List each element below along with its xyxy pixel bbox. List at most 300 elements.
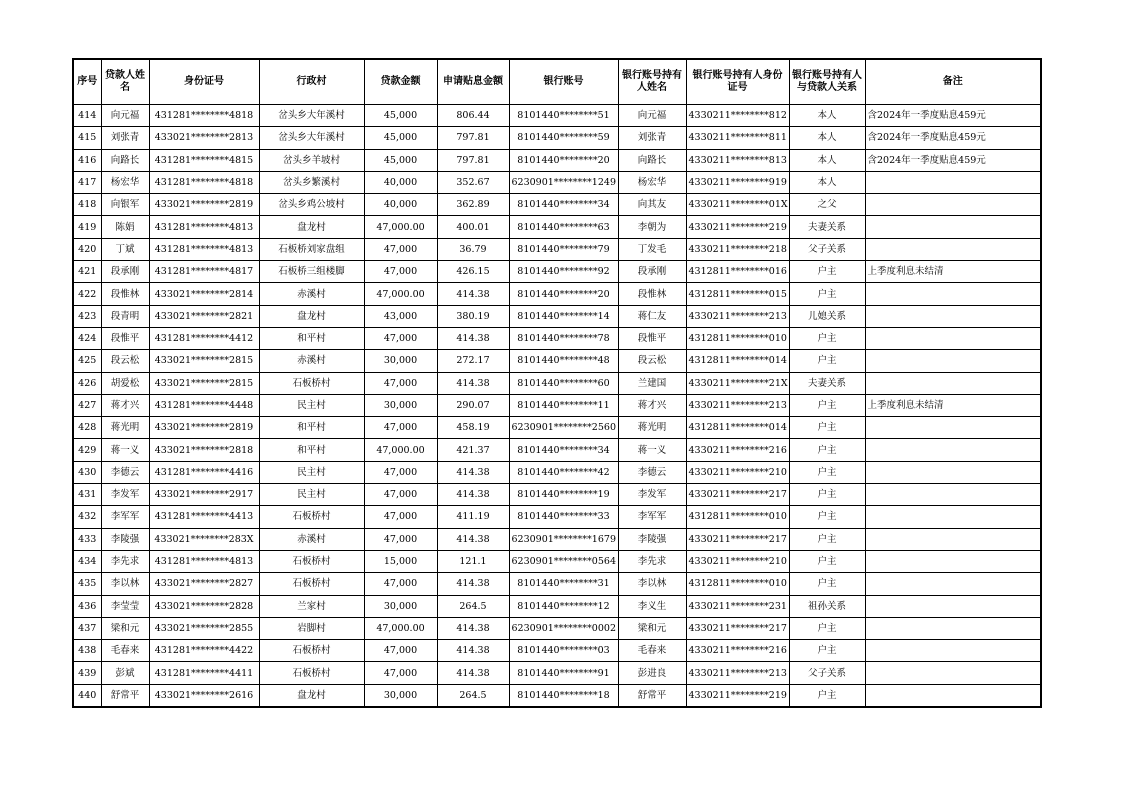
cell-holder-name: 蒋仁友 xyxy=(618,305,686,327)
cell-relation: 本人 xyxy=(789,105,865,127)
cell-holder-name: 刘张青 xyxy=(618,127,686,149)
cell-village: 盘龙村 xyxy=(259,305,364,327)
cell-index: 433 xyxy=(73,528,101,550)
cell-relation: 户主 xyxy=(789,439,865,461)
cell-village: 石板桥三组楼脚 xyxy=(259,261,364,283)
cell-holder-id: 4330211********219 xyxy=(686,684,789,707)
cell-loan-amount: 47,000.00 xyxy=(364,283,437,305)
header-cell-remarks: 备注 xyxy=(865,59,1041,105)
cell-holder-name: 向其友 xyxy=(618,194,686,216)
cell-holder-id: 4312811********016 xyxy=(686,261,789,283)
cell-index: 414 xyxy=(73,105,101,127)
table-row xyxy=(73,350,1041,372)
cell-subsidy-amount: 797.81 xyxy=(437,127,509,149)
cell-village: 岩脚村 xyxy=(259,617,364,639)
cell-id-number: 433021********2917 xyxy=(149,484,259,506)
cell-holder-id: 4312811********014 xyxy=(686,350,789,372)
cell-index: 426 xyxy=(73,372,101,394)
cell-loan-amount: 30,000 xyxy=(364,684,437,707)
cell-id-number: 431281********4815 xyxy=(149,149,259,171)
header-cell-subsidy-amount: 申请贴息金额 xyxy=(437,59,509,105)
cell-holder-name: 彭进良 xyxy=(618,662,686,684)
table-row xyxy=(73,216,1041,238)
cell-remarks: 上季度利息未结清 xyxy=(865,261,1041,283)
cell-id-number: 431281********4813 xyxy=(149,238,259,260)
cell-borrower: 毛春来 xyxy=(101,640,149,662)
cell-village: 岔头乡繁溪村 xyxy=(259,171,364,193)
table-row xyxy=(73,484,1041,506)
cell-bank-account: 8101440********11 xyxy=(509,394,618,416)
cell-holder-id: 4330211********213 xyxy=(686,305,789,327)
cell-loan-amount: 30,000 xyxy=(364,595,437,617)
header-cell-bank-account: 银行账号 xyxy=(509,59,618,105)
cell-subsidy-amount: 806.44 xyxy=(437,105,509,127)
cell-relation: 本人 xyxy=(789,171,865,193)
cell-index: 438 xyxy=(73,640,101,662)
cell-village: 民主村 xyxy=(259,484,364,506)
cell-holder-name: 李以林 xyxy=(618,573,686,595)
table-row xyxy=(73,327,1041,349)
cell-index: 424 xyxy=(73,327,101,349)
cell-holder-id: 4330211********219 xyxy=(686,216,789,238)
cell-holder-name: 毛春来 xyxy=(618,640,686,662)
cell-id-number: 433021********2819 xyxy=(149,417,259,439)
cell-bank-account: 8101440********33 xyxy=(509,506,618,528)
cell-remarks xyxy=(865,350,1041,372)
cell-holder-id: 4330211********813 xyxy=(686,149,789,171)
cell-village: 盘龙村 xyxy=(259,216,364,238)
cell-loan-amount: 47,000 xyxy=(364,528,437,550)
cell-remarks xyxy=(865,617,1041,639)
cell-loan-amount: 40,000 xyxy=(364,171,437,193)
table-row xyxy=(73,149,1041,171)
cell-id-number: 431281********4817 xyxy=(149,261,259,283)
cell-village: 岔头乡大年溪村 xyxy=(259,127,364,149)
cell-borrower: 丁斌 xyxy=(101,238,149,260)
cell-relation: 本人 xyxy=(789,127,865,149)
cell-holder-name: 李义生 xyxy=(618,595,686,617)
table-row xyxy=(73,550,1041,572)
cell-loan-amount: 47,000 xyxy=(364,261,437,283)
cell-borrower: 蒋才兴 xyxy=(101,394,149,416)
cell-remarks: 含2024年一季度贴息459元 xyxy=(865,149,1041,171)
table-row xyxy=(73,417,1041,439)
cell-id-number: 431281********4818 xyxy=(149,105,259,127)
cell-bank-account: 8101440********14 xyxy=(509,305,618,327)
cell-holder-name: 李先求 xyxy=(618,550,686,572)
cell-village: 民主村 xyxy=(259,394,364,416)
table-row xyxy=(73,617,1041,639)
cell-relation: 父子关系 xyxy=(789,238,865,260)
cell-id-number: 431281********4422 xyxy=(149,640,259,662)
cell-holder-id: 4330211********21X xyxy=(686,372,789,394)
loan-subsidy-table xyxy=(72,58,1042,708)
cell-remarks xyxy=(865,684,1041,707)
cell-borrower: 李以林 xyxy=(101,573,149,595)
cell-subsidy-amount: 797.81 xyxy=(437,149,509,171)
cell-remarks xyxy=(865,461,1041,483)
cell-village: 岔头乡鸡公坡村 xyxy=(259,194,364,216)
cell-holder-name: 段惟林 xyxy=(618,283,686,305)
cell-village: 民主村 xyxy=(259,461,364,483)
cell-holder-id: 4330211********213 xyxy=(686,662,789,684)
cell-bank-account: 8101440********20 xyxy=(509,149,618,171)
cell-relation: 儿媳关系 xyxy=(789,305,865,327)
table-row xyxy=(73,595,1041,617)
cell-relation: 户主 xyxy=(789,327,865,349)
cell-subsidy-amount: 414.38 xyxy=(437,617,509,639)
cell-holder-id: 4312811********015 xyxy=(686,283,789,305)
cell-remarks xyxy=(865,550,1041,572)
cell-loan-amount: 47,000 xyxy=(364,238,437,260)
cell-bank-account: 8101440********31 xyxy=(509,573,618,595)
cell-loan-amount: 30,000 xyxy=(364,350,437,372)
header-cell-borrower: 贷款人姓名 xyxy=(101,59,149,105)
cell-subsidy-amount: 362.89 xyxy=(437,194,509,216)
table-row xyxy=(73,662,1041,684)
cell-holder-id: 4330211********216 xyxy=(686,640,789,662)
cell-borrower: 李军军 xyxy=(101,506,149,528)
cell-village: 石板桥村 xyxy=(259,550,364,572)
cell-holder-name: 蒋才兴 xyxy=(618,394,686,416)
cell-holder-name: 李陵强 xyxy=(618,528,686,550)
cell-index: 436 xyxy=(73,595,101,617)
cell-village: 和平村 xyxy=(259,417,364,439)
cell-index: 417 xyxy=(73,171,101,193)
cell-id-number: 431281********4416 xyxy=(149,461,259,483)
cell-relation: 夫妻关系 xyxy=(789,372,865,394)
cell-loan-amount: 47,000 xyxy=(364,573,437,595)
cell-subsidy-amount: 414.38 xyxy=(437,662,509,684)
cell-holder-name: 向元福 xyxy=(618,105,686,127)
cell-id-number: 431281********4412 xyxy=(149,327,259,349)
cell-holder-name: 兰建国 xyxy=(618,372,686,394)
cell-subsidy-amount: 121.1 xyxy=(437,550,509,572)
cell-remarks xyxy=(865,372,1041,394)
cell-loan-amount: 45,000 xyxy=(364,127,437,149)
cell-loan-amount: 47,000.00 xyxy=(364,439,437,461)
cell-holder-id: 4330211********217 xyxy=(686,528,789,550)
cell-holder-name: 杨宏华 xyxy=(618,171,686,193)
cell-village: 兰家村 xyxy=(259,595,364,617)
cell-loan-amount: 47,000.00 xyxy=(364,216,437,238)
cell-village: 岔头乡羊坡村 xyxy=(259,149,364,171)
cell-index: 422 xyxy=(73,283,101,305)
cell-village: 赤溪村 xyxy=(259,528,364,550)
cell-village: 石板桥刘家盘组 xyxy=(259,238,364,260)
table-row xyxy=(73,573,1041,595)
header-cell-relation: 银行账号持有人与贷款人关系 xyxy=(789,59,865,105)
cell-index: 429 xyxy=(73,439,101,461)
cell-holder-name: 段惟平 xyxy=(618,327,686,349)
cell-relation: 户主 xyxy=(789,461,865,483)
cell-relation: 户主 xyxy=(789,484,865,506)
cell-holder-id: 4330211********218 xyxy=(686,238,789,260)
cell-loan-amount: 47,000 xyxy=(364,662,437,684)
table-row xyxy=(73,194,1041,216)
cell-subsidy-amount: 400.01 xyxy=(437,216,509,238)
cell-subsidy-amount: 264.5 xyxy=(437,595,509,617)
cell-index: 428 xyxy=(73,417,101,439)
cell-id-number: 433021********2814 xyxy=(149,283,259,305)
header-row xyxy=(73,59,1041,105)
header-cell-holder-name: 银行账号持有人姓名 xyxy=(618,59,686,105)
cell-holder-id: 4330211********210 xyxy=(686,550,789,572)
cell-bank-account: 8101440********51 xyxy=(509,105,618,127)
table-row xyxy=(73,528,1041,550)
cell-bank-account: 8101440********20 xyxy=(509,283,618,305)
table-row xyxy=(73,372,1041,394)
cell-bank-account: 8101440********42 xyxy=(509,461,618,483)
cell-id-number: 431281********4818 xyxy=(149,171,259,193)
header-cell-holder-id: 银行账号持有人身份证号 xyxy=(686,59,789,105)
cell-index: 434 xyxy=(73,550,101,572)
cell-index: 421 xyxy=(73,261,101,283)
cell-remarks xyxy=(865,305,1041,327)
cell-loan-amount: 15,000 xyxy=(364,550,437,572)
cell-id-number: 433021********2855 xyxy=(149,617,259,639)
cell-loan-amount: 47,000 xyxy=(364,417,437,439)
cell-holder-id: 4312811********010 xyxy=(686,327,789,349)
cell-remarks xyxy=(865,528,1041,550)
cell-bank-account: 8101440********12 xyxy=(509,595,618,617)
cell-remarks xyxy=(865,506,1041,528)
cell-holder-name: 李军军 xyxy=(618,506,686,528)
cell-index: 415 xyxy=(73,127,101,149)
table-row xyxy=(73,439,1041,461)
cell-id-number: 431281********4813 xyxy=(149,550,259,572)
cell-relation: 夫妻关系 xyxy=(789,216,865,238)
cell-borrower: 舒常平 xyxy=(101,684,149,707)
table-row xyxy=(73,506,1041,528)
cell-holder-id: 4330211********231 xyxy=(686,595,789,617)
cell-borrower: 向元福 xyxy=(101,105,149,127)
header-cell-id-number: 身份证号 xyxy=(149,59,259,105)
cell-holder-id: 4330211********210 xyxy=(686,461,789,483)
cell-id-number: 433021********2818 xyxy=(149,439,259,461)
cell-loan-amount: 43,000 xyxy=(364,305,437,327)
cell-relation: 户主 xyxy=(789,261,865,283)
cell-relation: 父子关系 xyxy=(789,662,865,684)
cell-bank-account: 8101440********79 xyxy=(509,238,618,260)
cell-index: 439 xyxy=(73,662,101,684)
cell-holder-name: 蒋一义 xyxy=(618,439,686,461)
cell-id-number: 433021********2827 xyxy=(149,573,259,595)
cell-relation: 户主 xyxy=(789,684,865,707)
cell-relation: 户主 xyxy=(789,506,865,528)
cell-borrower: 彭斌 xyxy=(101,662,149,684)
cell-village: 岔头乡大年溪村 xyxy=(259,105,364,127)
cell-borrower: 段惟平 xyxy=(101,327,149,349)
cell-remarks xyxy=(865,283,1041,305)
cell-relation: 户主 xyxy=(789,350,865,372)
cell-holder-id: 4330211********216 xyxy=(686,439,789,461)
cell-subsidy-amount: 352.67 xyxy=(437,171,509,193)
cell-holder-name: 李德云 xyxy=(618,461,686,483)
cell-borrower: 杨宏华 xyxy=(101,171,149,193)
cell-holder-id: 4312811********010 xyxy=(686,573,789,595)
cell-bank-account: 6230901********1679 xyxy=(509,528,618,550)
cell-index: 425 xyxy=(73,350,101,372)
cell-subsidy-amount: 414.38 xyxy=(437,283,509,305)
cell-holder-name: 段承刚 xyxy=(618,261,686,283)
cell-loan-amount: 45,000 xyxy=(364,149,437,171)
cell-holder-id: 4330211********812 xyxy=(686,105,789,127)
table-row xyxy=(73,261,1041,283)
cell-id-number: 433021********2819 xyxy=(149,194,259,216)
cell-bank-account: 8101440********63 xyxy=(509,216,618,238)
cell-bank-account: 8101440********48 xyxy=(509,350,618,372)
cell-subsidy-amount: 272.17 xyxy=(437,350,509,372)
cell-remarks xyxy=(865,216,1041,238)
cell-id-number: 431281********4411 xyxy=(149,662,259,684)
cell-bank-account: 8101440********60 xyxy=(509,372,618,394)
cell-holder-name: 向路长 xyxy=(618,149,686,171)
table-row xyxy=(73,684,1041,707)
cell-index: 419 xyxy=(73,216,101,238)
cell-index: 430 xyxy=(73,461,101,483)
cell-id-number: 431281********4448 xyxy=(149,394,259,416)
cell-subsidy-amount: 36.79 xyxy=(437,238,509,260)
cell-subsidy-amount: 414.38 xyxy=(437,372,509,394)
cell-remarks xyxy=(865,194,1041,216)
cell-loan-amount: 40,000 xyxy=(364,194,437,216)
cell-holder-id: 4330211********217 xyxy=(686,484,789,506)
cell-index: 431 xyxy=(73,484,101,506)
cell-village: 石板桥村 xyxy=(259,573,364,595)
cell-id-number: 433021********2821 xyxy=(149,305,259,327)
cell-holder-name: 舒常平 xyxy=(618,684,686,707)
cell-borrower: 李先求 xyxy=(101,550,149,572)
cell-borrower: 梁和元 xyxy=(101,617,149,639)
cell-relation: 本人 xyxy=(789,149,865,171)
table-row xyxy=(73,305,1041,327)
cell-bank-account: 6230901********0564 xyxy=(509,550,618,572)
cell-loan-amount: 45,000 xyxy=(364,105,437,127)
cell-bank-account: 8101440********34 xyxy=(509,439,618,461)
cell-remarks: 上季度利息未结清 xyxy=(865,394,1041,416)
cell-relation: 户主 xyxy=(789,283,865,305)
cell-holder-name: 蒋光明 xyxy=(618,417,686,439)
cell-village: 石板桥村 xyxy=(259,640,364,662)
cell-subsidy-amount: 414.38 xyxy=(437,461,509,483)
cell-index: 427 xyxy=(73,394,101,416)
cell-loan-amount: 47,000 xyxy=(364,506,437,528)
cell-subsidy-amount: 414.38 xyxy=(437,327,509,349)
cell-borrower: 蒋光明 xyxy=(101,417,149,439)
cell-relation: 之父 xyxy=(789,194,865,216)
cell-holder-id: 4330211********213 xyxy=(686,394,789,416)
cell-id-number: 431281********4413 xyxy=(149,506,259,528)
cell-bank-account: 8101440********18 xyxy=(509,684,618,707)
cell-loan-amount: 30,000 xyxy=(364,394,437,416)
cell-index: 440 xyxy=(73,684,101,707)
table-row xyxy=(73,105,1041,127)
cell-index: 420 xyxy=(73,238,101,260)
cell-holder-name: 李发军 xyxy=(618,484,686,506)
cell-holder-name: 梁和元 xyxy=(618,617,686,639)
cell-subsidy-amount: 414.38 xyxy=(437,573,509,595)
cell-subsidy-amount: 264.5 xyxy=(437,684,509,707)
cell-bank-account: 8101440********59 xyxy=(509,127,618,149)
cell-village: 盘龙村 xyxy=(259,684,364,707)
cell-holder-id: 4312811********014 xyxy=(686,417,789,439)
cell-loan-amount: 47,000 xyxy=(364,327,437,349)
cell-borrower: 段青明 xyxy=(101,305,149,327)
cell-borrower: 李德云 xyxy=(101,461,149,483)
cell-holder-id: 4312811********010 xyxy=(686,506,789,528)
cell-village: 石板桥村 xyxy=(259,662,364,684)
cell-bank-account: 8101440********91 xyxy=(509,662,618,684)
cell-borrower: 李发军 xyxy=(101,484,149,506)
cell-borrower: 刘张青 xyxy=(101,127,149,149)
cell-remarks: 含2024年一季度贴息459元 xyxy=(865,127,1041,149)
cell-index: 435 xyxy=(73,573,101,595)
cell-bank-account: 8101440********92 xyxy=(509,261,618,283)
cell-bank-account: 6230901********2560 xyxy=(509,417,618,439)
cell-holder-id: 4330211********01X xyxy=(686,194,789,216)
cell-index: 423 xyxy=(73,305,101,327)
cell-holder-name: 丁发毛 xyxy=(618,238,686,260)
cell-remarks xyxy=(865,662,1041,684)
cell-index: 437 xyxy=(73,617,101,639)
cell-loan-amount: 47,000.00 xyxy=(364,617,437,639)
header-cell-loan-amount: 贷款金额 xyxy=(364,59,437,105)
cell-relation: 户主 xyxy=(789,573,865,595)
cell-subsidy-amount: 414.38 xyxy=(437,484,509,506)
cell-village: 石板桥村 xyxy=(259,372,364,394)
cell-remarks xyxy=(865,595,1041,617)
cell-bank-account: 8101440********34 xyxy=(509,194,618,216)
cell-subsidy-amount: 458.19 xyxy=(437,417,509,439)
table-row xyxy=(73,394,1041,416)
cell-village: 和平村 xyxy=(259,439,364,461)
table-row xyxy=(73,238,1041,260)
cell-holder-id: 4330211********919 xyxy=(686,171,789,193)
cell-id-number: 433021********2815 xyxy=(149,350,259,372)
cell-borrower: 段云松 xyxy=(101,350,149,372)
cell-bank-account: 6230901********1249 xyxy=(509,171,618,193)
cell-village: 赤溪村 xyxy=(259,350,364,372)
cell-relation: 户主 xyxy=(789,617,865,639)
cell-remarks xyxy=(865,171,1041,193)
cell-subsidy-amount: 414.38 xyxy=(437,640,509,662)
cell-borrower: 向路长 xyxy=(101,149,149,171)
cell-holder-id: 4330211********811 xyxy=(686,127,789,149)
cell-subsidy-amount: 421.37 xyxy=(437,439,509,461)
cell-bank-account: 8101440********19 xyxy=(509,484,618,506)
cell-subsidy-amount: 290.07 xyxy=(437,394,509,416)
cell-relation: 户主 xyxy=(789,550,865,572)
cell-borrower: 段惟林 xyxy=(101,283,149,305)
cell-village: 和平村 xyxy=(259,327,364,349)
cell-relation: 户主 xyxy=(789,528,865,550)
cell-subsidy-amount: 414.38 xyxy=(437,528,509,550)
cell-bank-account: 6230901********0002 xyxy=(509,617,618,639)
cell-index: 432 xyxy=(73,506,101,528)
cell-remarks xyxy=(865,484,1041,506)
cell-subsidy-amount: 411.19 xyxy=(437,506,509,528)
cell-borrower: 向银军 xyxy=(101,194,149,216)
table-row xyxy=(73,640,1041,662)
cell-id-number: 433021********2828 xyxy=(149,595,259,617)
cell-borrower: 胡爱松 xyxy=(101,372,149,394)
cell-relation: 祖孙关系 xyxy=(789,595,865,617)
cell-id-number: 433021********283X xyxy=(149,528,259,550)
cell-remarks: 含2024年一季度贴息459元 xyxy=(865,105,1041,127)
cell-loan-amount: 47,000 xyxy=(364,461,437,483)
table-row xyxy=(73,461,1041,483)
